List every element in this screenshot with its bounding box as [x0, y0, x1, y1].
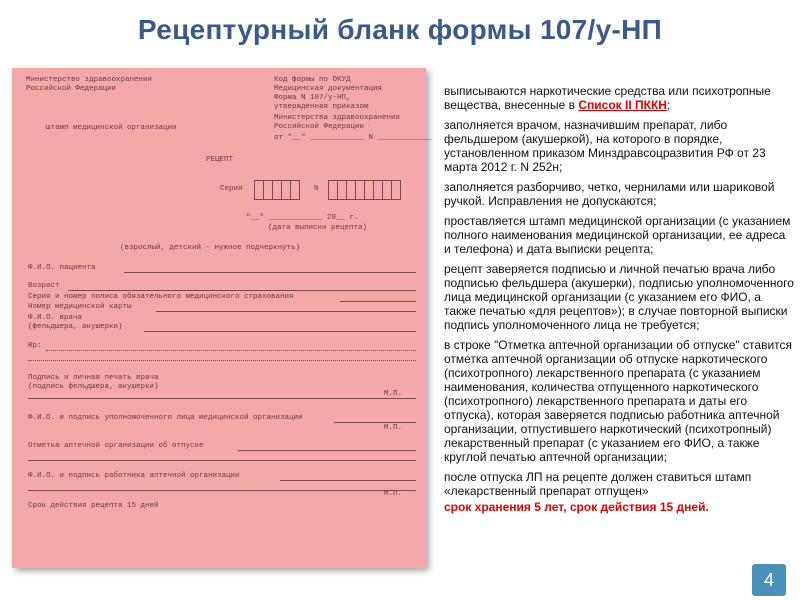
- form-doctor-1: Ф.И.О. врача: [28, 314, 83, 322]
- form-line-authorized: [334, 422, 416, 423]
- form-pharmacy-mark: Отметка аптечной организации об отпуске: [28, 442, 204, 450]
- form-line-patient: [124, 272, 416, 273]
- form-age: Возраст: [28, 282, 60, 290]
- explanation-p8: срок хранения 5 лет, срок действия 15 дней.: [444, 500, 709, 514]
- list-ii-pkkn-link[interactable]: Список II ПККН: [578, 98, 667, 112]
- explanation-p7: после отпуска ЛП на рецепте должен ставиться штамп «лекарственный препарат отпущен»: [444, 470, 752, 498]
- form-validity: Срок действия рецепта 15 дней: [28, 502, 159, 510]
- form-line-pharmacy-worker-2: [28, 490, 416, 491]
- form-okud: Код формы по ОКУД: [274, 76, 351, 84]
- form-doctype-3: утвержденная приказом: [274, 103, 369, 111]
- form-line-age: [68, 290, 416, 291]
- form-mp-1: М.П.: [384, 390, 403, 398]
- form-line-doctor: [144, 331, 416, 332]
- form-line-pharmacy-mark: [238, 450, 416, 451]
- form-line-signature: [28, 398, 416, 399]
- prescription-form-image: [12, 68, 432, 568]
- form-doctype-5: Российской Федерации: [274, 123, 365, 131]
- form-mp-2: М.П.: [384, 424, 403, 432]
- form-number-label: N: [314, 185, 319, 193]
- explanation-p2: заполняется врачом, назначившим препарат, либо фельдшером (акушеркой), на которого в порядке, установленном приказом Минздравсоцразвития РФ от 23 марта 2012 г. N 252н;: [444, 118, 766, 174]
- form-stamp: штамп медицинской организации: [46, 124, 177, 132]
- form-series-boxes: [254, 180, 300, 200]
- form-ministry-line1: Министерство здравоохранения: [26, 76, 153, 84]
- form-line-pharmacy-worker: [280, 480, 416, 481]
- page-number-badge: 4: [752, 564, 786, 596]
- form-patient-type: (взрослый, детский - нужное подчеркнуть): [120, 244, 301, 252]
- explanation-p5: рецепт заверяется подписью и личной печатью врача либо подписью фельдшера (акушерки), подписью уполномоченного лица медицинской организации (с указанием его ФИО, а также печатью «для рецептов»); в случае повторной выписки подпись уполномоченного лица не требуется;: [444, 262, 794, 332]
- form-authorized: Ф.И.О. и подпись уполномоченного лица медицинской организации: [28, 414, 303, 422]
- form-line-insurance: [340, 301, 416, 302]
- form-series-label: Серия: [220, 185, 243, 193]
- form-card-number: Номер медицинской карты: [28, 303, 132, 311]
- form-pharmacy-worker: Ф.И.О. и подпись работника аптечной организации: [28, 472, 240, 480]
- explanation-p1: [444, 84, 794, 112]
- form-doctype-1: Медицинская документация: [274, 85, 383, 93]
- form-issue-date-caption: (дата выписки рецепта): [268, 224, 368, 232]
- form-doc-date: от "__" ____________ N ____________: [274, 134, 432, 142]
- form-insurance: Серия и номер полиса обязательного медицинского страхования: [28, 293, 294, 301]
- form-rp-dots-1: [46, 350, 416, 351]
- form-ministry-line2: Российской Федерации: [26, 85, 117, 93]
- p1-text: выписываются наркотические средства или психотропные вещества, внесенные в: [444, 84, 771, 112]
- form-line-pharmacy-mark-2: [28, 460, 416, 461]
- form-rp-dots-2: [28, 360, 416, 361]
- form-doctype-2: Форма N 107/у-НП,: [274, 94, 351, 102]
- form-doctype-4: Министерства здравоохранения: [274, 114, 401, 122]
- form-mp-3: М.П.: [384, 490, 403, 498]
- form-line-card: [156, 311, 416, 312]
- explanation-p3: заполняется разборчиво, четко, чернилами или шариковой ручкой. Исправления не допускаются;: [444, 180, 775, 208]
- explanation-p6: в строке "Отметка аптечной организации об отпуске" ставится отметка аптечной организации об отпуске наркотического (психотропного) лекарственного препарата (с указанием наименования, количества отпущенного наркотического (психотропного) лекарственного препарата и даты его отпуска), которая заверяется подписью работника аптечной организации, отпустившего наркотический (психотропный) лекарственный препарат (с указанием его ФИО, а также круглой печатью аптечной организации;: [444, 338, 793, 464]
- form-signature-2: (подпись фельдшера, акушерки): [28, 383, 159, 391]
- form-recipe-title: РЕЦЕПТ: [206, 156, 234, 164]
- form-rp: Rp:: [28, 342, 42, 350]
- explanation-text: [444, 84, 794, 520]
- slide-title: Рецептурный бланк формы 107/у-НП: [137, 14, 663, 45]
- form-signature-1: Подпись и личная печать врача: [28, 374, 159, 382]
- form-doctor-2: (фельдшера, акушерки): [28, 323, 123, 331]
- form-patient-name: Ф.И.О. пациента: [28, 264, 96, 272]
- p1-end: ;: [666, 98, 671, 112]
- form-issue-date: "__" ____________ 20__ г.: [246, 214, 359, 222]
- explanation-p4: проставляется штамп медицинской организации (с указанием полного наименования медицинской организации, ее адреса и телефона) и дата выписки рецепта;: [444, 214, 791, 256]
- form-number-boxes: [328, 180, 401, 200]
